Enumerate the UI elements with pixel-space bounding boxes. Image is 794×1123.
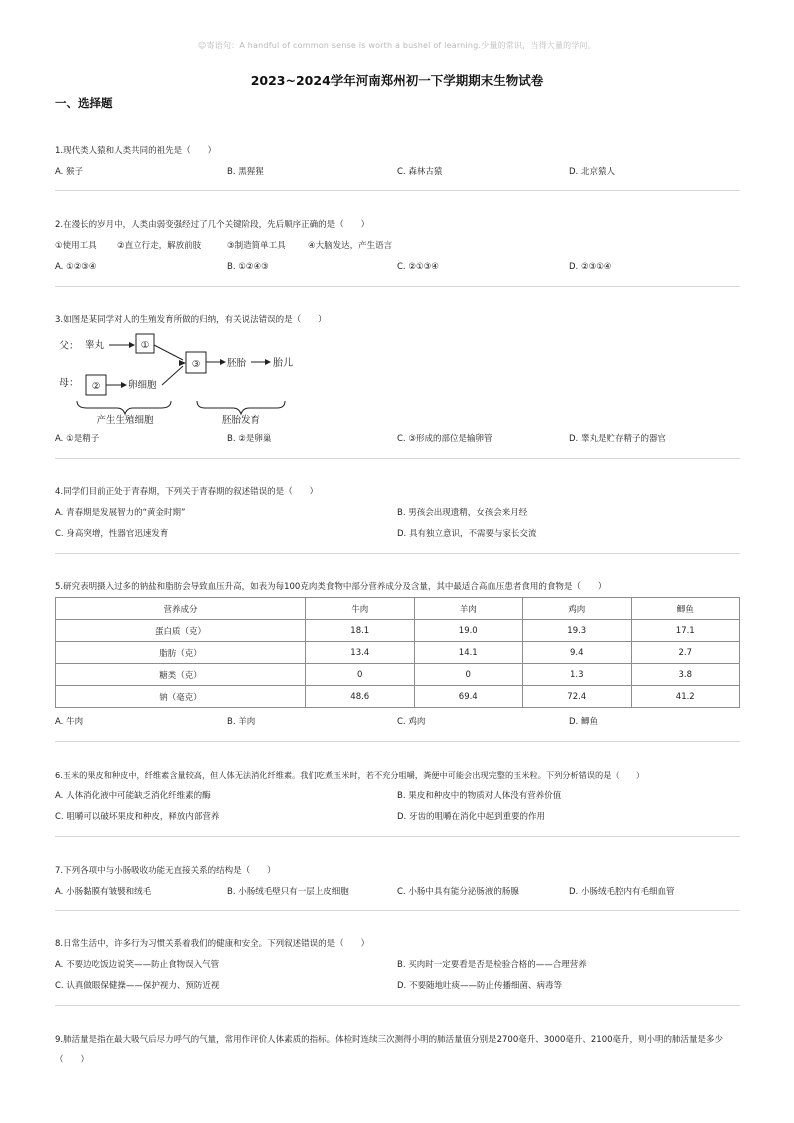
divider xyxy=(55,836,740,837)
question-8 xyxy=(55,938,740,992)
question-5 xyxy=(55,581,740,593)
egg-label: 卵细胞 xyxy=(128,380,157,391)
question-1 xyxy=(55,145,740,178)
merge-line-upper xyxy=(154,345,183,360)
divider xyxy=(55,190,740,191)
mother-label: 母： xyxy=(59,378,79,389)
table-cell: 14.1 xyxy=(414,642,523,664)
question-stem: 2.在漫长的岁月中，人类由弱变强经过了几个关键阶段，先后顺序正确的是（ ） xyxy=(55,220,370,230)
table-header: 羊肉 xyxy=(414,598,523,620)
divider xyxy=(55,458,740,459)
table-header: 鸡肉 xyxy=(523,598,632,620)
option-b[interactable]: B. 买肉时一定要看是否是检验合格的——合理营养 xyxy=(397,960,587,970)
table-row xyxy=(56,642,740,664)
question-9 xyxy=(55,1030,740,1070)
option-d[interactable]: D. 睾丸是贮存精子的器官 xyxy=(569,434,666,444)
question-stem: 6.玉米的果皮和种皮中，纤维素含量较高，但人体无法消化纤维素。我们吃煮玉米时，若不充分咀嚼，粪便中可能会出现完整的玉米粒。下列分析错误的是（ ） xyxy=(55,770,645,780)
table-cell: 41.2 xyxy=(631,686,740,708)
option-d[interactable]: D. 小肠绒毛腔内有毛细血管 xyxy=(569,887,675,897)
question-3 xyxy=(55,314,740,326)
option-c[interactable]: C. 小肠中具有能分泌肠液的肠腺 xyxy=(397,887,519,897)
reproduction-diagram xyxy=(55,330,315,426)
table-cell: 9.4 xyxy=(523,642,632,664)
question-7 xyxy=(55,865,740,898)
table-cell: 3.8 xyxy=(631,664,740,686)
merge-line-lower xyxy=(162,366,183,385)
table-header: 鲫鱼 xyxy=(631,598,740,620)
option-b[interactable]: B. 男孩会出现遗精，女孩会来月经 xyxy=(397,508,528,518)
page-title: 2023~2024学年河南郑州初一下学期期末生物试卷 xyxy=(250,73,544,88)
option-d[interactable]: D. 北京猿人 xyxy=(569,167,615,177)
table-cell: 0 xyxy=(306,664,415,686)
question-4 xyxy=(55,486,740,540)
option-d[interactable]: D. 不要随地吐痰——防止传播细菌、病毒等 xyxy=(397,981,562,991)
box-2-label: ② xyxy=(91,381,101,392)
left-brace-label: 产生生殖细胞 xyxy=(96,415,154,426)
table-cell: 19.3 xyxy=(523,620,632,642)
arrow-head xyxy=(129,342,135,348)
option-a[interactable]: A. 人体消化液中可能缺乏消化纤维素的酶 xyxy=(55,791,211,801)
divider xyxy=(55,1005,740,1006)
option-a[interactable]: A. 青春期是发展智力的“黄金时期” xyxy=(55,508,186,518)
option-c[interactable]: C. 咀嚼可以破坏果皮和种皮，释放内部营养 xyxy=(55,812,220,822)
option-b[interactable]: B. 小肠绒毛壁只有一层上皮细胞 xyxy=(227,887,349,897)
question-stem: 7.下列各项中与小肠吸收功能无直接关系的结构是（ ） xyxy=(55,866,276,876)
question-stem: 5.研究表明摄入过多的钠盐和脂肪会导致血压升高，如表为每100克肉类食物中部分营养成分及含量，其中最适合高血压患者食用的食物是（ ） xyxy=(55,582,607,592)
father-label: 父： xyxy=(59,341,79,352)
table-row xyxy=(56,686,740,708)
question-5-options xyxy=(55,716,740,728)
question-3-options xyxy=(55,433,740,445)
statement-4: ④大脑发达，产生语言 xyxy=(308,241,393,251)
question-2 xyxy=(55,219,740,273)
table-header: 牛肉 xyxy=(306,598,415,620)
statement-3: ③制造简单工具 xyxy=(227,241,286,251)
table-cell: 钠（毫克） xyxy=(56,686,306,708)
watermark-motto: ☺寄语句：A handful of common sense is worth a bushel of learning.少量的常识，当得大量的学问。 xyxy=(198,41,596,50)
option-b[interactable]: B. 果皮和种皮中的物质对人体没有营养价值 xyxy=(397,791,562,801)
option-c[interactable]: C. ②①③④ xyxy=(397,262,439,272)
statement-1: ①使用工具 xyxy=(55,241,97,251)
statement-2: ②直立行走，解放前肢 xyxy=(117,241,202,251)
option-a[interactable]: A. 猴子 xyxy=(55,167,84,177)
option-d[interactable]: D. 具有独立意识，不需要与家长交流 xyxy=(397,529,537,539)
option-a[interactable]: A. 牛肉 xyxy=(55,717,84,727)
arrow-head xyxy=(220,359,226,365)
embryo-label: 胚胎 xyxy=(227,358,247,369)
table-cell: 蛋白质（克） xyxy=(56,620,306,642)
table-cell: 2.7 xyxy=(631,642,740,664)
table-cell: 18.1 xyxy=(306,620,415,642)
option-d[interactable]: D. 鲫鱼 xyxy=(569,717,598,727)
left-brace xyxy=(77,401,171,414)
divider xyxy=(55,553,740,554)
box-1-label: ① xyxy=(140,340,150,351)
nutrition-table xyxy=(55,597,740,708)
option-b[interactable]: B. ②是卵巢 xyxy=(227,434,272,444)
question-stem: 9.肺活量是指在最大吸气后尽力呼气的气量，常用作评价人体素质的指标。体检时连续三次测得小明的肺活量值分别是2700毫升、3000毫升、2100毫升，则小明的肺活量是多少（ ） xyxy=(55,1035,724,1065)
table-header-row xyxy=(56,598,740,620)
box-3-label: ③ xyxy=(191,359,201,370)
option-a[interactable]: A. ①②③④ xyxy=(55,262,97,272)
arrow-head xyxy=(265,359,271,365)
option-d[interactable]: D. 牙齿的咀嚼在消化中起到重要的作用 xyxy=(397,812,545,822)
divider xyxy=(55,910,740,911)
table-cell: 19.0 xyxy=(414,620,523,642)
testis-label: 睾丸 xyxy=(85,340,105,351)
option-b[interactable]: B. 羊肉 xyxy=(227,717,256,727)
question-stem: 8.日常生活中，许多行为习惯关系着我们的健康和安全。下列叙述错误的是（ ） xyxy=(55,939,370,949)
table-cell: 糖类（克） xyxy=(56,664,306,686)
option-c[interactable]: C. 鸡肉 xyxy=(397,717,426,727)
right-brace-label: 胚胎发育 xyxy=(221,415,261,426)
section-heading: 一、选择题 xyxy=(55,96,113,110)
option-c[interactable]: C. 身高突增，性器官迅速发育 xyxy=(55,529,169,539)
table-cell: 脂肪（克） xyxy=(56,642,306,664)
option-c[interactable]: C. ③形成的部位是输卵管 xyxy=(397,434,493,444)
table-cell: 0 xyxy=(414,664,523,686)
question-stem: 3.如图是某同学对人的生殖发育所做的归纳，有关说法错误的是（ ） xyxy=(55,315,327,325)
option-c[interactable]: C. 森林古猿 xyxy=(397,167,443,177)
option-a[interactable]: A. 小肠黏膜有皱襞和绒毛 xyxy=(55,887,152,897)
table-cell: 17.1 xyxy=(631,620,740,642)
table-cell: 13.4 xyxy=(306,642,415,664)
fetus-label: 胎儿 xyxy=(273,358,293,369)
table-row xyxy=(56,620,740,642)
option-d[interactable]: D. ②③①④ xyxy=(569,262,612,272)
table-cell: 1.3 xyxy=(523,664,632,686)
table-cell: 69.4 xyxy=(414,686,523,708)
option-b[interactable]: B. ①②④③ xyxy=(227,262,269,272)
divider xyxy=(55,286,740,287)
question-stem: 1.现代类人猿和人类共同的祖先是（ ） xyxy=(55,146,217,156)
table-cell: 48.6 xyxy=(306,686,415,708)
right-brace xyxy=(197,401,285,414)
table-cell: 72.4 xyxy=(523,686,632,708)
arrow-head xyxy=(179,360,186,366)
option-b[interactable]: B. 黑猩猩 xyxy=(227,167,264,177)
table-row xyxy=(56,664,740,686)
divider xyxy=(55,741,740,742)
question-6 xyxy=(55,769,740,823)
table-header: 营养成分 xyxy=(56,598,306,620)
option-a[interactable]: A. 不要边吃饭边说笑——防止食物误入气管 xyxy=(55,960,220,970)
option-a[interactable]: A. ①是精子 xyxy=(55,434,100,444)
option-c[interactable]: C. 认真做眼保健操——保护视力、预防近视 xyxy=(55,981,220,991)
question-stem: 4.同学们目前正处于青春期，下列关于青春期的叙述错误的是（ ） xyxy=(55,487,319,497)
arrow-head xyxy=(121,382,127,388)
